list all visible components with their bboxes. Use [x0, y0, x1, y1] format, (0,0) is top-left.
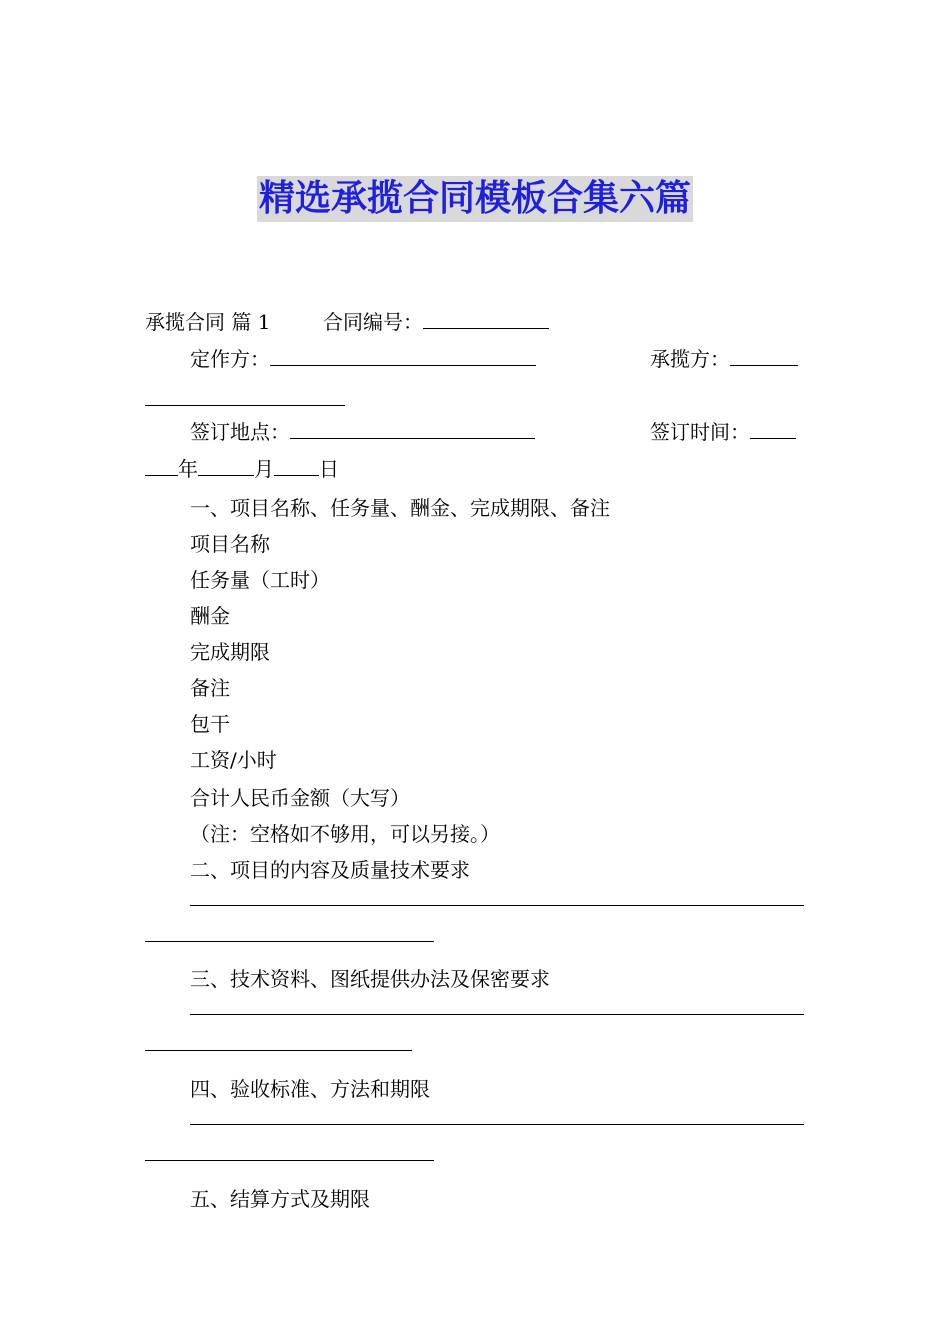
section4-fill-line-2	[145, 1160, 434, 1161]
year-label: 年	[178, 457, 198, 481]
contract-number-blank[interactable]	[423, 308, 549, 329]
section2-fill-line-2	[145, 941, 434, 942]
month-label: 月	[254, 457, 274, 481]
signing-place-label: 签订地点：	[190, 420, 290, 444]
title-container	[0, 176, 950, 222]
section4-fill-line-1	[190, 1124, 804, 1125]
day-blank[interactable]	[274, 455, 319, 476]
contract-label: 承揽合同 篇 1	[145, 310, 271, 334]
section1-note: （注：空格如不够用，可以另接。）	[190, 822, 500, 846]
month-blank[interactable]	[198, 455, 254, 476]
item-hourly-wage: 工资/小时	[190, 748, 277, 772]
section5-heading: 五、结算方式及期限	[190, 1187, 370, 1211]
orderer-line	[190, 345, 536, 373]
section2-heading: 二、项目的内容及质量技术要求	[190, 858, 470, 882]
signing-place-blank[interactable]	[290, 418, 535, 439]
contractor-blank[interactable]	[730, 345, 798, 366]
section3-heading: 三、技术资料、图纸提供办法及保密要求	[190, 967, 550, 991]
signing-time-label: 签订时间：	[650, 420, 750, 444]
section3-fill-line-1	[190, 1014, 804, 1015]
item-remuneration: 酬金	[190, 604, 230, 628]
orderer-label: 定作方：	[190, 347, 270, 371]
section2-fill-line-1	[190, 905, 804, 906]
contract-header-line	[145, 308, 270, 336]
item-lump-sum: 包干	[190, 712, 230, 736]
signing-time-blank[interactable]	[750, 418, 796, 439]
contract-number-label: 合同编号：	[323, 310, 423, 334]
item-total-amount: 合计人民币金额（大写）	[190, 786, 410, 810]
signing-time-line	[650, 418, 796, 446]
contractor-label: 承揽方：	[650, 347, 730, 371]
contract-number-line	[323, 308, 549, 336]
item-workload: 任务量（工时）	[190, 568, 330, 592]
year-blank[interactable]	[145, 455, 178, 476]
date-line	[145, 455, 339, 483]
signing-place-line	[190, 418, 535, 446]
document-title: 精选承揽合同模板合集六篇	[257, 176, 693, 222]
day-label: 日	[319, 457, 339, 481]
section3-fill-line-2	[145, 1050, 412, 1051]
item-project-name: 项目名称	[190, 532, 270, 556]
item-deadline: 完成期限	[190, 640, 270, 664]
contractor-line	[650, 345, 798, 373]
contractor-blank-continued	[145, 405, 345, 406]
section4-heading: 四、验收标准、方法和期限	[190, 1077, 430, 1101]
item-remarks: 备注	[190, 676, 230, 700]
orderer-blank[interactable]	[270, 345, 536, 366]
section1-heading: 一、项目名称、任务量、酬金、完成期限、备注	[190, 496, 610, 520]
